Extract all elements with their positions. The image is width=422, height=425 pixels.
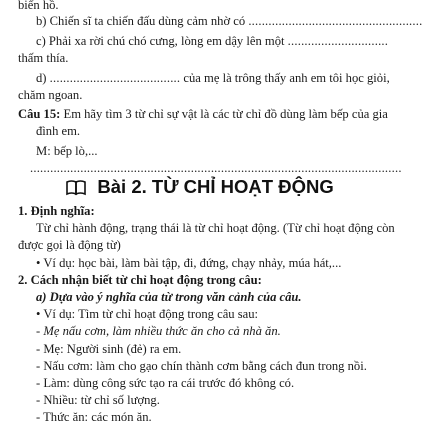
identify-item-text: - Mẹ: Người sinh (đẻ) ra em.	[36, 342, 182, 356]
question-15-text-line1: Em hãy tìm 3 từ chỉ sự vật là các từ chỉ đồ dùng làm bếp của gia	[63, 107, 388, 121]
definition-body-line1	[36, 220, 395, 236]
identify-item	[36, 392, 160, 408]
exercise-item-d-text: của mẹ là trông thấy anh em tôi học giỏi,	[183, 71, 390, 85]
lesson-title	[0, 176, 400, 201]
exercise-item-b	[36, 13, 422, 29]
exercise-item-d-prefix: d)	[36, 71, 47, 85]
question-15-example	[36, 143, 98, 159]
definition-heading-text: 1. Định nghĩa:	[18, 204, 95, 218]
identify-item	[36, 409, 152, 425]
identify-item-text: - Thức ăn: các món ăn.	[36, 410, 152, 424]
exercise-item-c-blank[interactable]: ..............................	[287, 34, 389, 48]
identify-heading	[18, 272, 262, 288]
identify-example-intro	[36, 306, 258, 322]
exercise-line-ending-text: biển hồ.	[18, 0, 59, 12]
question-15-answer-blank[interactable]	[30, 160, 402, 176]
exercise-item-d-line2: chăm ngoan.	[18, 88, 83, 102]
definition-body-line2	[18, 237, 121, 253]
question-15-text-line2: đình em.	[36, 124, 81, 138]
exercise-item-d	[36, 70, 390, 86]
identify-item	[36, 341, 181, 357]
identify-example-sentence	[36, 323, 281, 339]
identify-item-text: - Nhiều: từ chỉ số lượng.	[36, 393, 160, 407]
exercise-line-ending	[18, 0, 59, 13]
exercise-item-c-line2: thấm thía.	[18, 51, 69, 65]
identify-item	[36, 358, 367, 374]
question-15	[18, 106, 388, 122]
exercise-item-c-continuation	[18, 50, 68, 66]
exercise-item-b-blank[interactable]: ....................................................	[248, 14, 422, 28]
question-15-answer-fill: ...............................................................................................................	[30, 161, 402, 175]
definition-example	[36, 255, 341, 271]
identify-item-text: - Làm: dùng công sức tạo ra cái trước đó không có.	[36, 376, 295, 390]
exercise-item-c-text: c) Phải xa rời chú chó cưng, lòng em dậy lên một	[36, 34, 285, 48]
identify-item-text: - Nấu cơm: làm cho gạo chín thành cơm bằng cách đun trong nồi.	[36, 359, 367, 373]
definition-body-line2-text: được gọi là động từ)	[18, 238, 121, 252]
definition-body-line1-text: Từ chỉ hành động, trạng thái là từ chỉ hoạt động. (Từ chỉ hoạt động còn	[36, 221, 395, 235]
lesson-title-text: Bài 2. TỪ CHỈ HOẠT ĐỘNG	[97, 176, 334, 197]
exercise-item-c	[36, 33, 388, 49]
book-icon	[66, 179, 86, 201]
identify-item	[36, 375, 294, 391]
exercise-item-b-text: b) Chiến sĩ ta chiến đấu dùng cảm nhờ có	[36, 14, 246, 28]
identify-example-intro-text: • Ví dụ: Tìm từ chỉ hoạt động trong câu sau:	[36, 307, 259, 321]
identify-subheading-text: a) Dựa vào ý nghĩa của từ trong văn cảnh của câu.	[36, 290, 302, 304]
definition-example-text: • Ví dụ: học bài, làm bài tập, đi, đứng, chạy nhảy, múa hát,...	[36, 256, 342, 270]
question-15-continuation	[36, 123, 80, 139]
definition-heading	[18, 203, 95, 219]
question-15-example-text: M: bếp lò,...	[36, 144, 98, 158]
identify-heading-text: 2. Cách nhận biết từ chỉ hoạt động trong câu:	[18, 273, 262, 287]
identify-example-sentence-text: - Mẹ nấu cơm, làm nhiều thức ăn cho cả nhà ăn.	[36, 324, 281, 338]
identify-subheading	[36, 289, 302, 305]
exercise-item-d-continuation	[18, 87, 82, 103]
exercise-item-d-blank[interactable]: .......................................	[49, 71, 181, 85]
question-15-label: Câu 15:	[18, 107, 61, 121]
